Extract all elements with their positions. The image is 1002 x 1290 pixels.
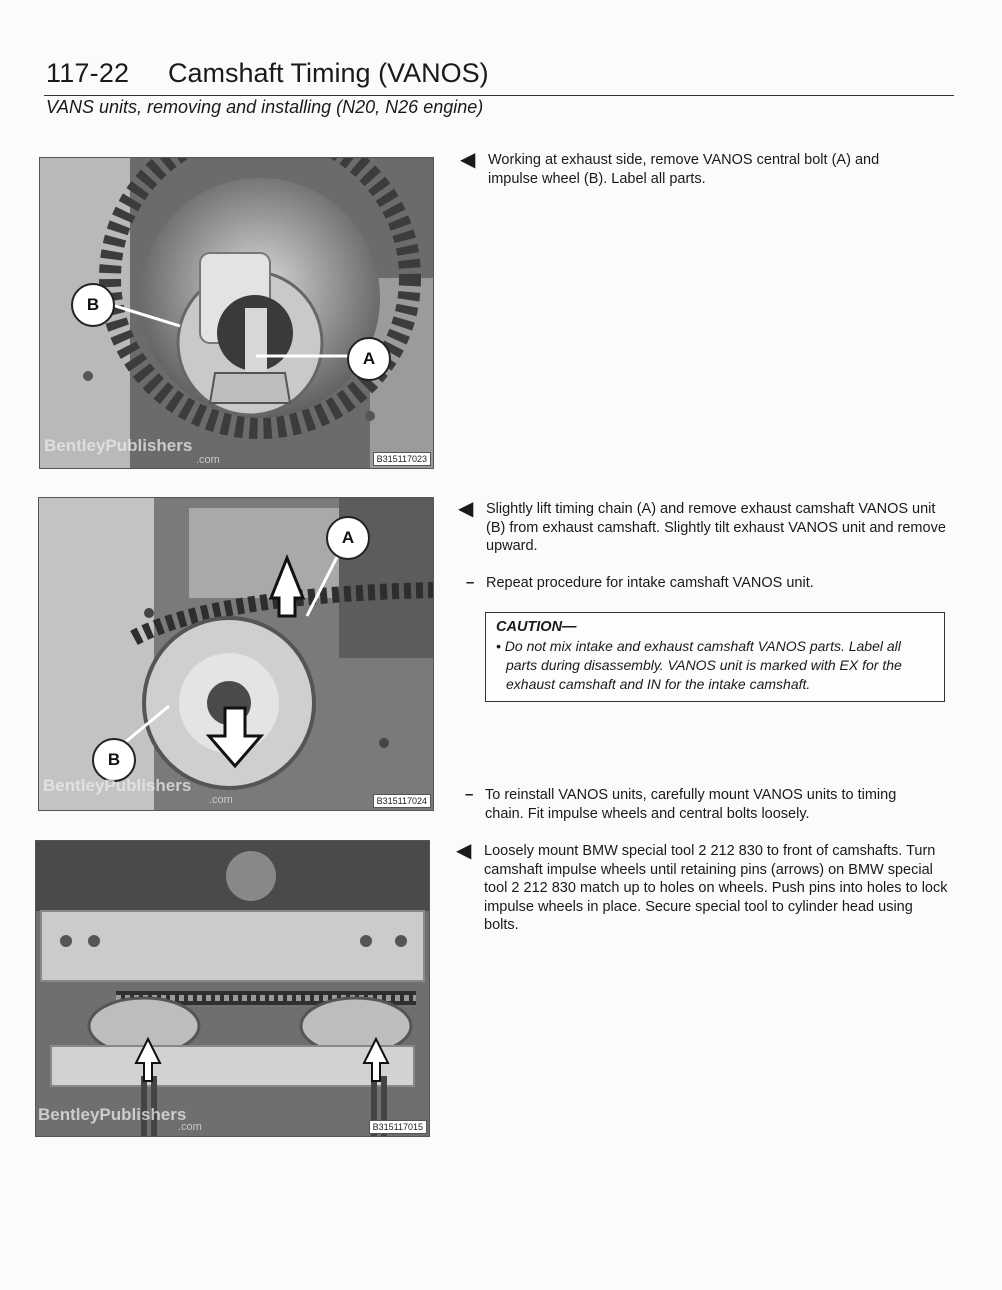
- watermark: BentleyPublishers: [38, 1105, 187, 1124]
- dash-bullet-icon: –: [465, 786, 474, 803]
- figure-id: B315117015: [369, 1120, 427, 1134]
- figure-id: B315117023: [373, 452, 431, 466]
- figure-id: B315117024: [373, 794, 431, 808]
- dash-bullet-icon: –: [466, 574, 475, 591]
- callout-b: B: [92, 738, 136, 782]
- page-number: 117-22: [46, 58, 130, 88]
- step-1-text: Working at exhaust side, remove VANOS central bolt (A) and impulse wheel (B). Label all parts.: [488, 152, 880, 187]
- step-2: [458, 498, 948, 556]
- caution-title: CAUTION—: [496, 619, 577, 635]
- figure-1-photo: [39, 157, 434, 469]
- step-5: [456, 840, 949, 935]
- watermark-com: .com: [196, 454, 220, 466]
- caution-body: • Do not mix intake and exhaust camshaft VANOS parts. Label all parts during disassembly. VANOS unit is marked with EX for the exhaust camshaft and IN for the intake camshaft.: [496, 638, 902, 692]
- arrow-left-pointer-icon: ◀: [456, 840, 472, 862]
- callout-a: A: [326, 516, 370, 560]
- step-1: [460, 149, 928, 188]
- watermark: BentleyPublishers: [43, 776, 192, 795]
- figure-2-photo: [38, 497, 434, 811]
- engine-photo-graphic: [36, 841, 429, 1136]
- step-4: [465, 786, 935, 823]
- step-4-text: To reinstall VANOS units, carefully mount VANOS units to timing chain. Fit impulse wheels and central bolts loosely.: [485, 787, 897, 822]
- callout-a: A: [347, 337, 391, 381]
- watermark-com: .com: [209, 794, 233, 806]
- caution-box: [485, 612, 945, 702]
- watermark: BentleyPublishers: [44, 436, 193, 455]
- watermark-com: .com: [178, 1121, 202, 1133]
- step-3: [466, 574, 948, 593]
- callout-b: B: [71, 283, 115, 327]
- figure-3-photo: [35, 840, 430, 1137]
- step-5-text: Loosely mount BMW special tool 2 212 830 to front of camshafts. Turn camshaft impulse wheels until retaining pins (arrows) on BMW special tool 2 212 830 match up to holes on wheels. Push pins into holes to lock impulse wheels in place. Secure special tool to cylinder head using bolts.: [484, 843, 948, 933]
- step-3-text: Repeat procedure for intake camshaft VANOS unit.: [486, 575, 814, 591]
- header-rule: [44, 95, 954, 96]
- chapter-title: Camshaft Timing (VANOS): [168, 58, 489, 88]
- step-2-text: Slightly lift timing chain (A) and remove exhaust camshaft VANOS unit (B) from exhaust camshaft. Slightly tilt exhaust VANOS unit and remove upward.: [486, 501, 946, 554]
- section-subtitle: VANS units, removing and installing (N20, N26 engine): [46, 97, 484, 117]
- arrow-left-pointer-icon: ◀: [460, 149, 476, 171]
- arrow-left-pointer-icon: ◀: [458, 498, 474, 520]
